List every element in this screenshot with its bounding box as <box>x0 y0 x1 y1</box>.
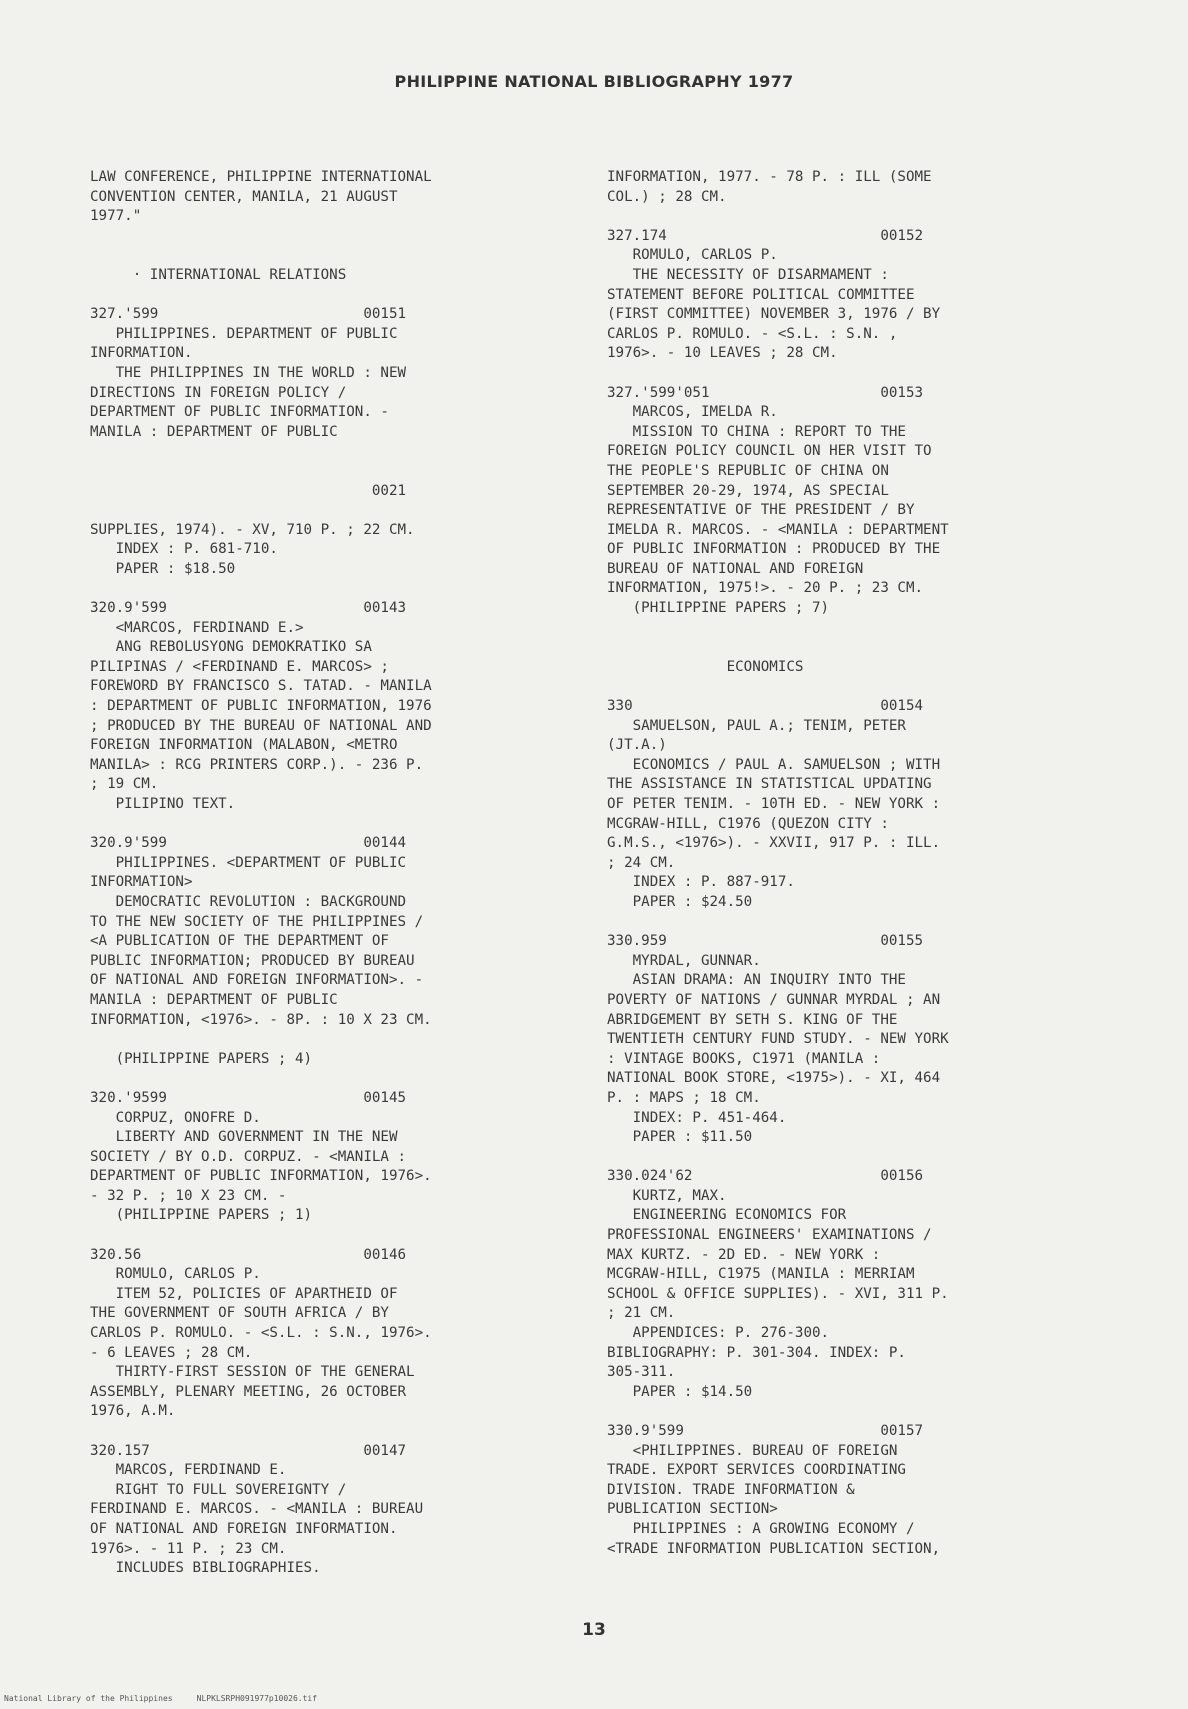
text-line: MARCOS, FERDINAND E. <box>90 1462 287 1479</box>
text-line: FOREWORD BY FRANCISCO S. TATAD. - MANILA <box>90 678 432 695</box>
text-line: P. : MAPS ; 18 CM. <box>607 1089 761 1106</box>
text-line: ENGINEERING ECONOMICS FOR <box>607 1207 847 1224</box>
page-title: PHILIPPINE NATIONAL BIBLIOGRAPHY 1977 <box>394 72 794 91</box>
text-line: DIVISION. TRADE INFORMATION & <box>607 1481 855 1498</box>
text-line: DEPARTMENT OF PUBLIC INFORMATION, 1976>. <box>90 1168 432 1185</box>
text-line: (JT.A.) <box>607 737 667 754</box>
text-line: ECONOMICS / PAUL A. SAMUELSON ; WITH <box>607 756 941 773</box>
text-line: PHILIPPINES : A GROWING ECONOMY / <box>607 1520 915 1537</box>
text-line: MANILA : DEPARTMENT OF PUBLIC <box>90 991 338 1008</box>
text-line <box>607 364 1087 384</box>
text-line: TWENTIETH CENTURY FUND STUDY. - NEW YORK <box>607 1031 949 1048</box>
text-line <box>90 815 570 835</box>
text-line: THE GOVERNMENT OF SOUTH AFRICA / BY <box>90 1305 389 1322</box>
text-line: DEMOCRATIC REVOLUTION : BACKGROUND <box>90 893 407 910</box>
text-line: NATIONAL BOOK STORE, <1975>). - XI, 464 <box>607 1070 941 1087</box>
text-line <box>90 462 570 482</box>
text-line: PILIPINAS / <FERDINAND E. MARCOS> ; <box>90 658 389 675</box>
text-line: TRADE. EXPORT SERVICES COORDINATING <box>607 1462 906 1479</box>
text-line: PAPER : $18.50 <box>90 560 236 577</box>
text-line: ROMULO, CARLOS P. <box>90 1266 261 1283</box>
text-line: STATEMENT BEFORE POLITICAL COMMITTEE <box>607 286 915 303</box>
text-line: PAPER : $11.50 <box>607 1129 753 1146</box>
text-line: MAX KURTZ. - 2D ED. - NEW YORK : <box>607 1246 881 1263</box>
text-line: LIBERTY AND GOVERNMENT IN THE NEW <box>90 1129 398 1146</box>
text-line: CONVENTION CENTER, MANILA, 21 AUGUST <box>90 188 398 205</box>
text-line <box>90 246 570 266</box>
text-line: LAW CONFERENCE, PHILIPPINE INTERNATIONAL <box>90 169 432 185</box>
text-line: 320.157 00147 <box>90 1442 407 1459</box>
text-line: MYRDAL, GUNNAR. <box>607 952 761 969</box>
text-line: POVERTY OF NATIONS / GUNNAR MYRDAL ; AN <box>607 991 941 1008</box>
text-line: 320.9'599 00143 <box>90 600 407 617</box>
text-line: CARLOS P. ROMULO. - <S.L. : S.N. , <box>607 325 898 342</box>
text-line: 320.56 00146 <box>90 1246 407 1263</box>
text-line: MCGRAW-HILL, C1975 (MANILA : MERRIAM <box>607 1266 915 1283</box>
text-line: 330.959 00155 <box>607 933 924 950</box>
text-line: PUBLIC INFORMATION; PRODUCED BY BUREAU <box>90 952 415 969</box>
text-line: INFORMATION, 1975!>. - 20 P. ; 23 CM. <box>607 580 924 597</box>
text-line <box>90 1422 570 1442</box>
page-number: 13 <box>582 1620 606 1640</box>
text-line: PAPER : $14.50 <box>607 1383 753 1400</box>
text-line <box>90 442 570 462</box>
text-line: INFORMATION. <box>90 345 193 362</box>
text-line: (PHILIPPINE PAPERS ; 7) <box>607 600 830 617</box>
text-line: ITEM 52, POLICIES OF APARTHEID OF <box>90 1285 398 1302</box>
text-line: 320.'9599 00145 <box>90 1089 407 1106</box>
text-line: <A PUBLICATION OF THE DEPARTMENT OF <box>90 933 389 950</box>
text-line: MISSION TO CHINA : REPORT TO THE <box>607 423 906 440</box>
text-line: 327.174 00152 <box>607 227 924 244</box>
text-line: PUBLICATION SECTION> <box>607 1501 778 1518</box>
text-line: 330.024'62 00156 <box>607 1168 924 1185</box>
text-line <box>90 227 570 247</box>
text-line: SUPPLIES, 1974). - XV, 710 P. ; 22 CM. <box>90 521 415 538</box>
text-line: FERDINAND E. MARCOS. - <MANILA : BUREAU <box>90 1501 424 1518</box>
text-line: THE PHILIPPINES IN THE WORLD : NEW <box>90 364 407 381</box>
text-line: (FIRST COMMITTEE) NOVEMBER 3, 1976 / BY <box>607 306 941 323</box>
text-line: (PHILIPPINE PAPERS ; 1) <box>90 1207 313 1224</box>
text-line: 1976, A.M. <box>90 1403 176 1420</box>
text-line <box>90 1069 570 1089</box>
text-line <box>90 579 570 599</box>
text-line: ROMULO, CARLOS P. <box>607 247 778 264</box>
text-line <box>607 1402 1087 1422</box>
text-line: PILIPINO TEXT. <box>90 796 236 812</box>
text-line: 1977." <box>90 208 142 225</box>
text-line: BUREAU OF NATIONAL AND FOREIGN <box>607 560 864 577</box>
left-column <box>90 168 570 1579</box>
text-line: ; PRODUCED BY THE BUREAU OF NATIONAL AND <box>90 717 432 734</box>
text-line: INFORMATION, 1977. - 78 P. : ILL (SOME <box>607 169 932 185</box>
text-line: TO THE NEW SOCIETY OF THE PHILIPPINES / <box>90 913 424 930</box>
text-line: ; 19 CM. <box>90 776 159 793</box>
text-line: ASIAN DRAMA: AN INQUIRY INTO THE <box>607 972 906 989</box>
text-line: OF PUBLIC INFORMATION : PRODUCED BY THE <box>607 541 941 558</box>
text-line: INFORMATION> <box>90 874 193 891</box>
text-line: FOREIGN POLICY COUNCIL ON HER VISIT TO <box>607 443 932 460</box>
text-line: PHILIPPINES. DEPARTMENT OF PUBLIC <box>90 325 398 342</box>
text-line: SCHOOL & OFFICE SUPPLIES). - XVI, 311 P. <box>607 1285 949 1302</box>
text-line: COL.) ; 28 CM. <box>607 188 727 205</box>
text-line: 1976>. - 11 P. ; 23 CM. <box>90 1540 287 1557</box>
text-line: : DEPARTMENT OF PUBLIC INFORMATION, 1976 <box>90 698 432 715</box>
text-line: RIGHT TO FULL SOVEREIGNTY / <box>90 1481 347 1498</box>
text-line: DIRECTIONS IN FOREIGN POLICY / <box>90 384 347 401</box>
text-line: THE PEOPLE'S REPUBLIC OF CHINA ON <box>607 462 889 479</box>
text-line: INDEX: P. 451-464. <box>607 1109 787 1126</box>
text-line: 320.9'599 00144 <box>90 835 407 852</box>
text-line: <TRADE INFORMATION PUBLICATION SECTION, <box>607 1540 941 1557</box>
text-line <box>607 638 1087 658</box>
text-line: · INTERNATIONAL RELATIONS <box>90 266 347 283</box>
text-line: OF NATIONAL AND FOREIGN INFORMATION>. - <box>90 972 424 989</box>
text-line: 327.'599'051 00153 <box>607 384 924 401</box>
text-line: (PHILIPPINE PAPERS ; 4) <box>90 1050 313 1067</box>
text-line: ABRIDGEMENT BY SETH S. KING OF THE <box>607 1011 898 1028</box>
scan-footer: National Library of the Philippines NLPKLSRPH091977p10026.tif <box>4 1694 318 1703</box>
text-line: IMELDA R. MARCOS. - <MANILA : DEPARTMENT <box>607 521 949 538</box>
text-line: 330 00154 <box>607 698 924 715</box>
text-line: MCGRAW-HILL, C1976 (QUEZON CITY : <box>607 815 889 832</box>
text-line: SAMUELSON, PAUL A.; TENIM, PETER <box>607 717 906 734</box>
text-line: CARLOS P. ROMULO. - <S.L. : S.N., 1976>. <box>90 1325 432 1342</box>
text-line <box>90 286 570 306</box>
text-line <box>90 501 570 521</box>
text-line: FOREIGN INFORMATION (MALABON, <METRO <box>90 737 398 754</box>
text-line: 1976>. - 10 LEAVES ; 28 CM. <box>607 345 838 362</box>
text-line: DEPARTMENT OF PUBLIC INFORMATION. - <box>90 404 389 421</box>
text-line: - 32 P. ; 10 X 23 CM. - <box>90 1187 287 1204</box>
text-line: - 6 LEAVES ; 28 CM. <box>90 1344 253 1361</box>
text-line <box>607 207 1087 227</box>
text-line: INCLUDES BIBLIOGRAPHIES. <box>90 1560 321 1577</box>
text-line: PHILIPPINES. <DEPARTMENT OF PUBLIC <box>90 854 407 871</box>
text-line: OF PETER TENIM. - 10TH ED. - NEW YORK : <box>607 796 941 812</box>
text-line: INFORMATION, <1976>. - 8P. : 10 X 23 CM. <box>90 1011 432 1028</box>
right-column <box>607 168 1087 1559</box>
text-line: OF NATIONAL AND FOREIGN INFORMATION. <box>90 1520 398 1537</box>
text-line: G.M.S., <1976>). - XXVII, 917 P. : ILL. <box>607 835 941 852</box>
text-line <box>90 1030 570 1050</box>
text-line: ; 24 CM. <box>607 854 676 871</box>
text-line: THIRTY-FIRST SESSION OF THE GENERAL <box>90 1364 415 1381</box>
text-line: 327.'599 00151 <box>90 306 407 323</box>
text-line: ; 21 CM. <box>607 1305 676 1322</box>
text-line: PROFESSIONAL ENGINEERS' EXAMINATIONS / <box>607 1227 932 1244</box>
text-line: ASSEMBLY, PLENARY MEETING, 26 OCTOBER <box>90 1383 407 1400</box>
text-line: SEPTEMBER 20-29, 1974, AS SPECIAL <box>607 482 889 499</box>
text-line: INDEX : P. 681-710. <box>90 541 278 558</box>
text-line: ECONOMICS <box>607 658 804 675</box>
text-line: ANG REBOLUSYONG DEMOKRATIKO SA <box>90 639 372 656</box>
text-line: <PHILIPPINES. BUREAU OF FOREIGN <box>607 1442 898 1459</box>
text-line: MANILA : DEPARTMENT OF PUBLIC <box>90 423 338 440</box>
text-line: THE NECESSITY OF DISARMAMENT : <box>607 266 889 283</box>
text-line: BIBLIOGRAPHY: P. 301-304. INDEX: P. <box>607 1344 906 1361</box>
text-line: CORPUZ, ONOFRE D. <box>90 1109 261 1126</box>
text-line: 0021 <box>90 482 407 499</box>
text-line: THE ASSISTANCE IN STATISTICAL UPDATING <box>607 776 932 793</box>
text-line <box>607 619 1087 639</box>
text-line: <MARCOS, FERDINAND E.> <box>90 619 304 636</box>
text-line: MARCOS, IMELDA R. <box>607 404 778 421</box>
text-line <box>90 1226 570 1246</box>
text-line: : VINTAGE BOOKS, C1971 (MANILA : <box>607 1050 881 1067</box>
text-line: SOCIETY / BY O.D. CORPUZ. - <MANILA : <box>90 1148 407 1165</box>
text-line <box>607 913 1087 933</box>
text-line: REPRESENTATIVE OF THE PRESIDENT / BY <box>607 502 915 519</box>
text-line: MANILA> : RCG PRINTERS CORP.). - 236 P. <box>90 756 424 773</box>
text-line: APPENDICES: P. 276-300. <box>607 1325 830 1342</box>
text-line <box>607 1148 1087 1168</box>
text-line: 305-311. <box>607 1364 676 1381</box>
text-line: 330.9'599 00157 <box>607 1423 924 1439</box>
text-line <box>607 677 1087 697</box>
text-line: PAPER : $24.50 <box>607 893 753 910</box>
text-line: INDEX : P. 887-917. <box>607 874 795 891</box>
text-line: KURTZ, MAX. <box>607 1187 727 1204</box>
